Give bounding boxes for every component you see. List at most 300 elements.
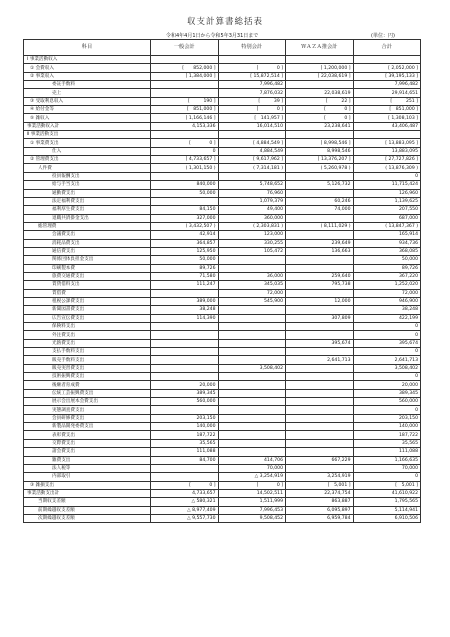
amount-cell: 0 [353, 172, 421, 180]
amount-cell [286, 323, 354, 331]
amount-cell: [ 1,200,000 ] [286, 64, 354, 72]
amount-cell: [ 22 ] [286, 97, 354, 105]
period-label: 令和4年4月1日から令和5年3月31日まで [166, 33, 259, 39]
table-row [24, 131, 421, 139]
table-row [24, 431, 421, 439]
amount-cell: 74,000 [286, 206, 354, 214]
amount-cell [151, 323, 219, 331]
amount-cell [286, 414, 354, 422]
amount-cell: [ 852,000 ] [151, 64, 219, 72]
amount-cell: 22,374,754 [286, 489, 354, 497]
row-label: ③ 受取利息収入 [24, 97, 151, 105]
amount-cell [218, 131, 286, 139]
amount-cell: 5,114,941 [353, 506, 421, 514]
amount-cell: 0 [353, 331, 421, 339]
table-row [24, 331, 421, 339]
amount-cell: 687,000 [353, 214, 421, 222]
row-label: 事業活動支出計 [24, 489, 151, 497]
amount-cell: 203,150 [151, 414, 219, 422]
amount-cell: 7,996,482 [218, 81, 286, 89]
row-label: ① 会費収入 [24, 64, 151, 72]
row-label: 新聞図書費支出 [24, 306, 151, 314]
row-label: 諸会費支出 [24, 448, 151, 456]
row-label: 総管理費 [24, 222, 151, 230]
table-row [24, 172, 421, 180]
row-label: ② 管理費支出 [24, 156, 151, 164]
row-label: 関係団体負担金支出 [24, 256, 151, 264]
amount-cell: 89,726 [353, 264, 421, 272]
amount-cell: 7,996,453 [218, 506, 286, 514]
amount-cell: 136,663 [286, 247, 354, 255]
amount-cell [286, 389, 354, 397]
column-header-account: 科目 [24, 40, 151, 56]
amount-cell [218, 439, 286, 447]
amount-cell: [ 4,884,549 ] [218, 139, 286, 147]
row-label: 支払手数料支出 [24, 348, 151, 356]
table-row [24, 89, 421, 97]
amount-cell: [ 13,376,207 ] [286, 156, 354, 164]
amount-cell: 72,000 [353, 289, 421, 297]
amount-cell: [ 0 ] [151, 139, 219, 147]
amount-cell: [ 851,000 ] [353, 106, 421, 114]
amount-cell: 422,199 [353, 314, 421, 322]
amount-cell [286, 331, 354, 339]
amount-cell: 70,000 [218, 464, 286, 472]
amount-cell: 1,166,635 [353, 456, 421, 464]
row-label: 福利厚生費支出 [24, 206, 151, 214]
table-row [24, 64, 421, 72]
amount-cell: 1,139,625 [353, 197, 421, 205]
amount-cell: △ 8,977,409 [151, 506, 219, 514]
table-row [24, 189, 421, 197]
amount-cell: 389,000 [151, 297, 219, 305]
amount-cell: [ 1,384,000 ] [151, 72, 219, 80]
row-label: 事業活動収入計 [24, 122, 151, 130]
page-title: 収支計算書総括表 [186, 17, 263, 27]
amount-cell [151, 331, 219, 339]
amount-cell: 35,565 [151, 439, 219, 447]
amount-cell: 795,738 [286, 281, 354, 289]
row-label: ① 事業費支出 [24, 139, 151, 147]
amount-cell: [ 141,957 ] [218, 114, 286, 122]
row-label: 前期繰越収支差額 [24, 506, 151, 514]
amount-cell: [ 9,617,962 ] [218, 156, 286, 164]
amount-cell [353, 56, 421, 64]
amount-cell: 84,150 [151, 206, 219, 214]
amount-cell: 327,000 [151, 214, 219, 222]
amount-cell: 2,641,713 [286, 356, 354, 364]
amount-cell: 29,914,651 [353, 89, 421, 97]
amount-cell [286, 172, 354, 180]
row-label: 内部取引 [24, 473, 151, 481]
row-label: ② 事業収入 [24, 72, 151, 80]
table-row [24, 97, 421, 105]
table-row [24, 398, 421, 406]
table-row [24, 114, 421, 122]
table-row [24, 56, 421, 64]
amount-cell: ( 13,876,309 ) [353, 164, 421, 172]
amount-cell [286, 398, 354, 406]
table-row [24, 222, 421, 230]
table-row [24, 423, 421, 431]
table-row [24, 306, 421, 314]
amount-cell: 1,795,565 [353, 498, 421, 506]
amount-cell [151, 172, 219, 180]
amount-cell [218, 264, 286, 272]
amount-cell: 389,345 [353, 389, 421, 397]
amount-cell: 111,088 [353, 448, 421, 456]
amount-cell: 0 [353, 406, 421, 414]
amount-cell [218, 348, 286, 356]
table-row [24, 289, 421, 297]
amount-cell [286, 264, 354, 272]
amount-cell [218, 373, 286, 381]
amount-cell: 42,914 [151, 231, 219, 239]
amount-cell: 3,508,402 [218, 364, 286, 372]
amount-cell [218, 323, 286, 331]
table-row [24, 147, 421, 155]
amount-cell: [ 39 ] [218, 97, 286, 105]
amount-cell: 395,674 [353, 339, 421, 347]
row-label: 通信費支出 [24, 247, 151, 255]
amount-cell [286, 131, 354, 139]
amount-cell: 6,095,897 [286, 506, 354, 514]
amount-cell: 41,610,922 [353, 489, 421, 497]
amount-cell: 50,000 [353, 256, 421, 264]
amount-cell [218, 331, 286, 339]
row-label: 外注費支出 [24, 331, 151, 339]
amount-cell: 414,706 [218, 456, 286, 464]
table-row [24, 156, 421, 164]
row-label: 次期繰越収支差額 [24, 514, 151, 522]
row-label: 雑費支出 [24, 456, 151, 464]
amount-cell: △ 580,321 [151, 498, 219, 506]
table-row [24, 414, 421, 422]
amount-cell: 35,565 [353, 439, 421, 447]
amount-cell: [ 15,872,514 ] [218, 72, 286, 80]
row-label: 消耗品費支出 [24, 239, 151, 247]
amount-cell: [ 39,195,133 ] [353, 72, 421, 80]
amount-cell: 203,150 [353, 414, 421, 422]
table-row [24, 448, 421, 456]
amount-cell: 13,883,095 [353, 147, 421, 155]
amount-cell [286, 348, 354, 356]
amount-cell [286, 214, 354, 222]
table-row [24, 247, 421, 255]
table-row [24, 256, 421, 264]
column-header-special: 特別会計 [218, 40, 286, 56]
amount-cell: [ 5,001 ] [286, 481, 354, 489]
amount-cell [151, 56, 219, 64]
amount-cell: 0 [151, 147, 219, 155]
amount-cell: 89,726 [151, 264, 219, 272]
table-body [24, 56, 421, 523]
amount-cell: 840,000 [151, 181, 219, 189]
amount-cell [218, 381, 286, 389]
amount-cell [218, 431, 286, 439]
amount-cell: 43,406,487 [353, 122, 421, 130]
amount-cell: 368,085 [353, 247, 421, 255]
amount-cell [218, 448, 286, 456]
row-label: 広告宣伝費支出 [24, 314, 151, 322]
row-label: 表彰費支出 [24, 431, 151, 439]
amount-cell: 863,887 [286, 498, 354, 506]
table-row [24, 406, 421, 414]
amount-cell: 395,674 [286, 339, 354, 347]
table-row [24, 339, 421, 347]
amount-cell [218, 172, 286, 180]
summary-table [23, 39, 421, 523]
row-label: 旅費交通費支出 [24, 272, 151, 280]
amount-cell: 126,960 [353, 189, 421, 197]
amount-cell: 36,000 [218, 272, 286, 280]
column-header-waza: ＷＡＺＡ推会計 [286, 40, 354, 56]
amount-cell: [ 2,052,000 ] [353, 64, 421, 72]
table-row [24, 389, 421, 397]
amount-cell [218, 414, 286, 422]
amount-cell: 0 [353, 323, 421, 331]
amount-cell: 259,640 [286, 272, 354, 280]
table-row [24, 106, 421, 114]
row-label: 交際費支出 [24, 439, 151, 447]
amount-cell [218, 56, 286, 64]
amount-cell: ( 7,314,181 ) [218, 164, 286, 172]
amount-cell: 8,998,546 [286, 147, 354, 155]
amount-cell: [ 22,038,619 ] [286, 72, 354, 80]
amount-cell: [ 0 ] [151, 481, 219, 489]
amount-cell [151, 289, 219, 297]
table-row [24, 214, 421, 222]
table-row [24, 364, 421, 372]
amount-cell: [ 4,733,657 ] [151, 156, 219, 164]
amount-cell: [ 1,166,146 ] [151, 114, 219, 122]
amount-cell [151, 356, 219, 364]
amount-cell [218, 356, 286, 364]
amount-cell: 76,960 [218, 189, 286, 197]
amount-cell: △ 9,557,730 [151, 514, 219, 522]
row-label: Ⅰ 事業活動収入 [24, 56, 151, 64]
amount-cell [218, 314, 286, 322]
table-row [24, 473, 421, 481]
amount-cell: 49,400 [218, 206, 286, 214]
table-row [24, 439, 421, 447]
amount-cell [151, 131, 219, 139]
amount-cell [286, 423, 354, 431]
amount-cell: 105,472 [218, 247, 286, 255]
row-label: ⑤ 雑収入 [24, 114, 151, 122]
amount-cell [151, 464, 219, 472]
amount-cell: [ 1,308,103 ] [353, 114, 421, 122]
amount-cell: 2,641,713 [353, 356, 421, 364]
unit-label: (単位：円) [371, 33, 395, 39]
amount-cell: 6,959,784 [286, 514, 354, 522]
amount-cell [151, 197, 219, 205]
row-label: 技術振興費支出 [24, 373, 151, 381]
amount-cell: 165,914 [353, 231, 421, 239]
row-label: 伝統工芸振興費支出 [24, 389, 151, 397]
row-label: 給与手当支出 [24, 181, 151, 189]
table-row [24, 81, 421, 89]
amount-cell: 1,079,379 [218, 197, 286, 205]
amount-cell: 123,000 [218, 231, 286, 239]
amount-cell: 4,884,549 [218, 147, 286, 155]
column-header-general: 一般会計 [151, 40, 219, 56]
amount-cell: 125,950 [151, 247, 219, 255]
amount-cell: 16,014,510 [218, 122, 286, 130]
amount-cell [151, 406, 219, 414]
row-label: Ⅱ 事業活動支出 [24, 131, 151, 139]
amount-cell: 187,722 [151, 431, 219, 439]
amount-cell: 9,508,452 [218, 514, 286, 522]
amount-cell [151, 81, 219, 89]
amount-cell: 114,390 [151, 314, 219, 322]
amount-cell: 23,238,641 [286, 122, 354, 130]
amount-cell [286, 464, 354, 472]
amount-cell: 140,000 [151, 423, 219, 431]
table-row [24, 264, 421, 272]
table-row [24, 456, 421, 464]
amount-cell [286, 256, 354, 264]
amount-cell [151, 373, 219, 381]
amount-cell: [ 0 ] [218, 106, 286, 114]
amount-cell: 545,900 [218, 297, 286, 305]
row-label: 役員報酬支出 [24, 172, 151, 180]
amount-cell: [ 0 ] [218, 481, 286, 489]
amount-cell: 239,649 [286, 239, 354, 247]
row-label: 賃借費 [24, 289, 151, 297]
amount-cell: [ 5,001 ] [353, 481, 421, 489]
amount-cell [286, 231, 354, 239]
row-label: 販売実習費支出 [24, 364, 151, 372]
amount-cell: ( 5,260,978 ) [286, 164, 354, 172]
amount-cell: 12,000 [286, 297, 354, 305]
amount-cell: 1,252,020 [353, 281, 421, 289]
table-row [24, 197, 421, 205]
amount-cell: 60,246 [286, 197, 354, 205]
amount-cell: 667,229 [286, 456, 354, 464]
amount-cell: 0 [353, 348, 421, 356]
row-label: 委託手数料 [24, 81, 151, 89]
row-label: 当期収支差額 [24, 498, 151, 506]
table-row [24, 381, 421, 389]
row-label: 会員研修費支出 [24, 414, 151, 422]
amount-cell: [ 190 ] [151, 97, 219, 105]
amount-cell [286, 381, 354, 389]
table-row [24, 481, 421, 489]
amount-cell [218, 406, 286, 414]
row-label: 退職共済掛金支出 [24, 214, 151, 222]
row-label: ④ 給付金等 [24, 106, 151, 114]
row-label: 保険料支出 [24, 323, 151, 331]
amount-cell: 187,722 [353, 431, 421, 439]
table-row [24, 181, 421, 189]
amount-cell: 38,248 [151, 306, 219, 314]
header-row [24, 40, 421, 56]
row-label: ③ 雑損支出 [24, 481, 151, 489]
amount-cell: [ 13,883,095 ] [353, 139, 421, 147]
amount-cell: 70,000 [353, 464, 421, 472]
row-label: 実態調査費支出 [24, 406, 151, 414]
amount-cell [286, 373, 354, 381]
amount-cell [218, 256, 286, 264]
amount-cell [353, 131, 421, 139]
amount-cell: 4,733,657 [151, 489, 219, 497]
amount-cell: [ 251 ] [353, 97, 421, 105]
amount-cell: 946,900 [353, 297, 421, 305]
amount-cell [218, 423, 286, 431]
amount-cell [218, 339, 286, 347]
amount-cell [286, 81, 354, 89]
row-label: 後継者育成費 [24, 381, 151, 389]
amount-cell: 84,700 [151, 456, 219, 464]
table-row [24, 239, 421, 247]
amount-cell: 20,000 [151, 381, 219, 389]
amount-cell: 7,876,032 [218, 89, 286, 97]
amount-cell [286, 289, 354, 297]
amount-cell: 20,000 [353, 381, 421, 389]
table-row [24, 464, 421, 472]
table-row [24, 139, 421, 147]
row-label: 販売手数料支出 [24, 356, 151, 364]
amount-cell: 560,000 [353, 398, 421, 406]
amount-cell: 14,502,511 [218, 489, 286, 497]
amount-cell: 560,000 [151, 398, 219, 406]
amount-cell: ( 1,301,150 ) [151, 164, 219, 172]
table-row [24, 514, 421, 522]
amount-cell: [ 8,998,546 ] [286, 139, 354, 147]
amount-cell [286, 448, 354, 456]
amount-cell: 345,035 [218, 281, 286, 289]
amount-cell: 5,748,652 [218, 181, 286, 189]
amount-cell: 307,809 [286, 314, 354, 322]
row-label: 仕入 [24, 147, 151, 155]
table-row [24, 314, 421, 322]
amount-cell: 389,345 [151, 389, 219, 397]
row-label: 光熱費支出 [24, 339, 151, 347]
amount-cell: 3,254,919 [286, 473, 354, 481]
table-row [24, 231, 421, 239]
amount-cell [286, 189, 354, 197]
amount-cell: △ 3,254,919 [218, 473, 286, 481]
amount-cell: ( 3,432,507 ) [151, 222, 219, 230]
amount-cell: 364,857 [151, 239, 219, 247]
amount-cell [286, 406, 354, 414]
amount-cell: 11,715,424 [353, 181, 421, 189]
amount-cell [286, 431, 354, 439]
table-row [24, 164, 421, 172]
amount-cell: [ 27,727,826 ] [353, 156, 421, 164]
row-label: 売上 [24, 89, 151, 97]
table-row [24, 323, 421, 331]
table-row [24, 281, 421, 289]
amount-cell: ( 13,847,367 ) [353, 222, 421, 230]
table-row [24, 206, 421, 214]
amount-cell: [ 0 ] [286, 114, 354, 122]
table-row [24, 373, 421, 381]
row-label: 会議費支出 [24, 231, 151, 239]
amount-cell [218, 398, 286, 406]
amount-cell: ( 2,303,831 ) [218, 222, 286, 230]
row-label: 新製品開発委費支出 [24, 423, 151, 431]
amount-cell: 5,126,732 [286, 181, 354, 189]
amount-cell: 71,580 [151, 272, 219, 280]
amount-cell: 38,248 [353, 306, 421, 314]
table-row [24, 72, 421, 80]
table-row [24, 297, 421, 305]
amount-cell: 0 [353, 373, 421, 381]
amount-cell [151, 89, 219, 97]
amount-cell [286, 439, 354, 447]
